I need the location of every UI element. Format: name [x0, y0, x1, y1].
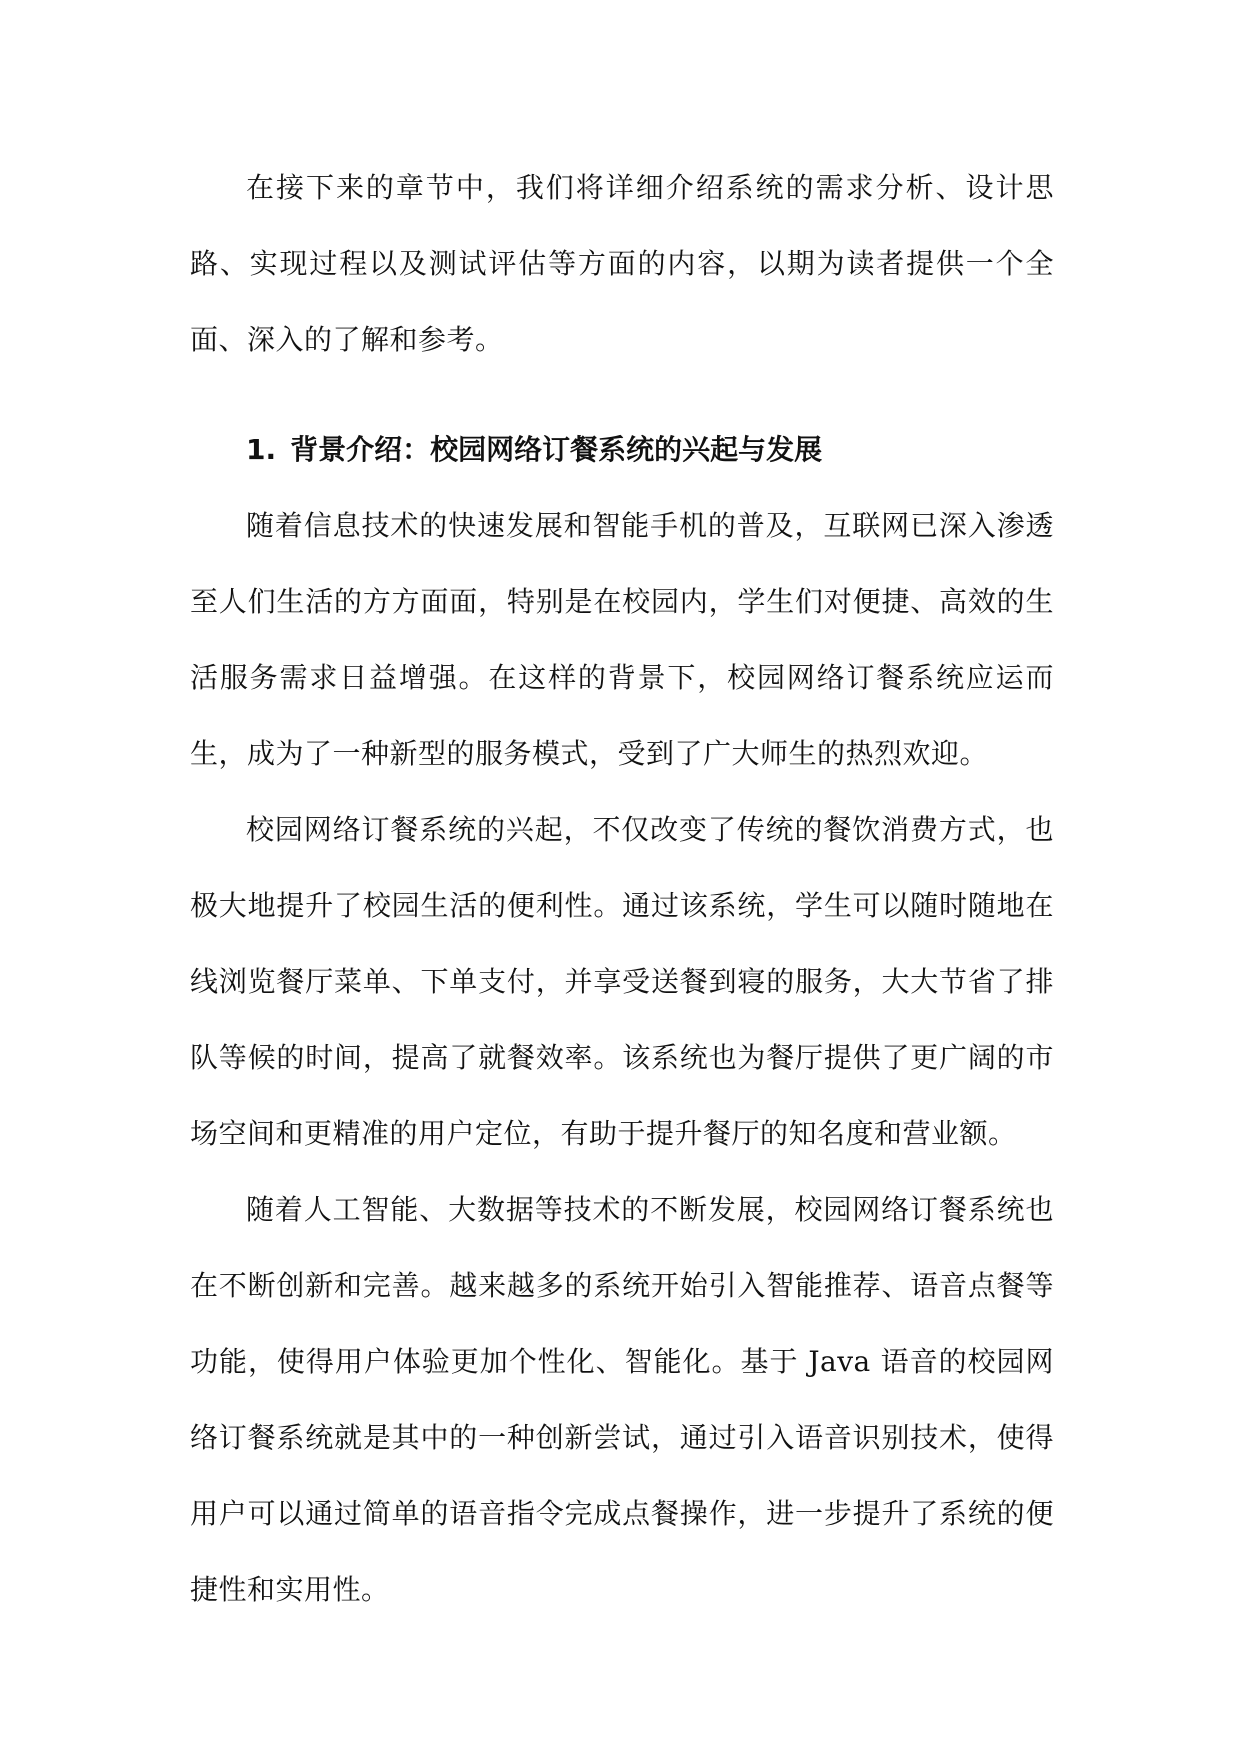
section-heading: [190, 412, 1054, 488]
intro-paragraph: 在接下来的章节中，我们将详细介绍系统的需求分析、设计思路、实现过程以及测试评估等方面的内容，以期为读者提供一个全面、深入的了解和参考。: [190, 171, 1054, 356]
body-paragraph-3: 随着人工智能、大数据等技术的不断发展，校园网络订餐系统也在不断创新和完善。越来越多的系统开始引入智能推荐、语音点餐等功能，使得用户体验更加个性化、智能化。基于 Java 语音的校园网络订餐系统就是其中的一种创新尝试，通过引入语音识别技术，使得用户可以通过简单的语音指令完成点餐操作，进一步提升了系统的便捷性和实用性。: [190, 1193, 1054, 1606]
body-paragraph-1: 随着信息技术的快速发展和智能手机的普及，互联网已深入渗透至人们生活的方方面面，特别是在校园内，学生们对便捷、高效的生活服务需求日益增强。在这样的背景下，校园网络订餐系统应运而生，成为了一种新型的服务模式，受到了广大师生的热烈欢迎。: [190, 509, 1054, 770]
body-paragraph-2: 校园网络订餐系统的兴起，不仅改变了传统的餐饮消费方式，也极大地提升了校园生活的便利性。通过该系统，学生可以随时随地在线浏览餐厅菜单、下单支付，并享受送餐到寝的服务，大大节省了排队等候的时间，提高了就餐效率。该系统也为餐厅提供了更广阔的市场空间和更精准的用户定位，有助于提升餐厅的知名度和营业额。: [190, 813, 1054, 1150]
section-number: 1.: [246, 433, 277, 466]
document-page: [190, 150, 1054, 1628]
section-title: 背景介绍：校园网络订餐系统的兴起与发展: [290, 433, 823, 466]
